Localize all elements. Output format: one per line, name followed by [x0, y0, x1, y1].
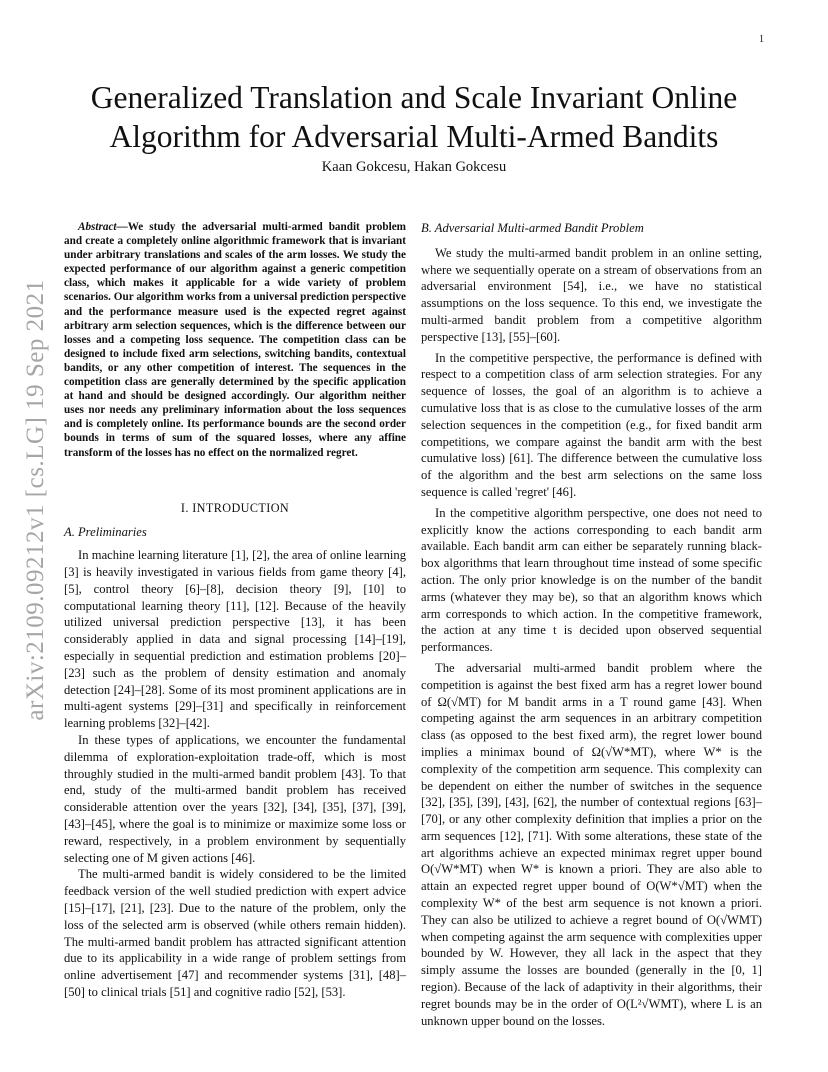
paragraph: In these types of applications, we encounter the fundamental dilemma of exploration-exploitation trade-off, which is most throughly studied in the multi-armed bandit problem [43]. To that end, study of the multi-armed bandit problem has received considerable attention over the years [32], [34], [35], [37], [39], [43]–[45], where the goal is to minimize or maximize some loss or reward, respectively, in a problem environment by sequentially selecting one of M given actions [46]. — [64, 732, 406, 865]
abstract-lead: Abstract — [78, 221, 117, 233]
paragraph: We study the multi-armed bandit problem in an online setting, where we sequentially operate on a stream of observations from an adversarial environment [54], i.e., we have no statistical assumptions on the loss sequence. To this end, we investigate the multi-armed bandit problem from a competitive algorithm perspective [13], [55]–[60]. — [421, 245, 762, 344]
paragraph: In machine learning literature [1], [2], the area of online learning [3] is heavily investigated in various fields from game theory [4], [5], control theory [6]–[8], decision theory [9], [10] to computational learning theory [11], [12]. Because of the heavily utilized universal prediction perspective [13], it has been considerably applied in data and signal processing [14]–[19], especially in sequential prediction and estimation problems [20]–[23] such as the problem of density estimation and anomaly detection [24]–[28]. Some of its most prominent applications are in multi-agent systems [29]–[31] and specifically in reinforcement learning problems [32]–[42]. — [64, 548, 406, 731]
page-number: 1 — [759, 34, 764, 45]
right-column — [421, 220, 762, 1029]
arxiv-identifier: arXiv:2109.09212v1 [cs.LG] 19 Sep 2021 — [22, 279, 49, 721]
paragraph: In the competitive algorithm perspective, one does not need to explicitly know the actions corresponding to each bandit arm available. Each bandit arm can either be separately running black-box algorithms that learn throughout time instead of some specific action. The only prior knowledge is on the number of the bandit arms (whatever they may be), so that an algorithm knows which arm corresponds to which action. In the competitive framework, the action at any time t is decided upon observed sequential performances. — [421, 505, 762, 655]
preliminaries-body — [64, 547, 406, 1001]
arxiv-sidebar-stamp — [18, 240, 54, 760]
left-column — [64, 220, 406, 1001]
paper-title: Generalized Translation and Scale Invariant Online Algorithm for Adversarial Multi-Armed Bandits — [90, 80, 738, 154]
paragraph: The adversarial multi-armed bandit problem where the competition is against the best fixed arm has a regret lower bound of Ω(√MT) for M bandit arms in a T round game [43]. When competing against the arm sequences in an arbitrary competition class (as opposed to the best fixed arm), the regret lower bound implies a minimax bound of Ω(√W*MT), where W* is the complexity of the competition arm sequence. This complexity can be dependent on either the number of switches in the sequence [32], [35], [39], [43], [62], the number of contextual regions [63]–[70], or any other complexity definition that implies a prior on the arm sequences [12], [71]. With some alterations, these state of the art algorithms achieve an expected minimax regret upper bound O(√W*MT) when W* is known a priori. They are also able to attain an expected regret upper bound of O(W*√MT) when the complexity W* of the best arm sequence is not known a priori. They can also be utilized to achieve a regret bound of O(√WMT) when competing against the arm sequence with complexities upper bounded by W. However, they all lack in the aspect that they simply assume the losses are bounded (generally in the [0, 1] region). Because of the lack of adaptivity in their algorithms, their regret bounds may be in the order of O(L²√WMT), where L is an unknown upper bound on the losses. — [421, 660, 762, 1028]
abstract-text: —We study the adversarial multi-armed bandit problem and create a completely online algorithmic framework that is invariant under arbitrary translations and scales of the arm losses. We study the expected performance of our algorithm against a generic competition class, which makes it applicable for a wide variety of problem scenarios. Our algorithm works from a universal prediction perspective and the performance measure used is the expected regret against arbitrary arm selection sequences, which is the difference between our losses and a competing loss sequence. The competition class can be designed to include fixed arm selections, switching bandits, contextual bandits, or any other competition of interest. The sequences in the competition class are generally determined by the specific application at hand and should be designed accordingly. Our algorithm neither uses nor needs any preliminary information about the loss sequences and is completely online. Its performance bounds are the second order bounds in terms of sum of the squared losses, where any affine transform of the losses has no effect on the normalized regret. — [64, 221, 406, 459]
subsection-title-preliminaries: A. Preliminaries — [64, 525, 147, 540]
paragraph: In the competitive perspective, the performance is defined with respect to a competition class of arm selection strategies. For any sequence of losses, the goal of an algorithm is to achieve a cumulative loss that is as close to the cumulative losses of the arm selection sequences in the competition (e.g., for fixed bandit arm competitions, we compare against the bandit arm with the best cumulative loss) [61]. The difference between the cumulative loss of the algorithm and the best arm selections on the same loss sequence is called 'regret' [46]. — [421, 350, 762, 499]
paragraph: The multi-armed bandit is widely considered to be the limited feedback version of the well studied prediction with expert advice [15]–[17], [21], [23]. Due to the nature of the problem, only the loss of the selected arm is observed (while others remain hidden). The multi-armed bandit problem has attracted significant attention due to its applicability in a wide range of problem settings from online advertisement [47] and recommender systems [31], [48]–[50] to clinical trials [51] and cognitive radio [52], [53]. — [64, 867, 406, 999]
subsection-title-adversarial-bandit: B. Adversarial Multi-armed Bandit Problem — [421, 221, 644, 235]
section-title-introduction: I. INTRODUCTION — [180, 500, 290, 515]
abstract — [64, 220, 406, 460]
paper-authors: Kaan Gokcesu, Hakan Gokcesu — [321, 159, 507, 175]
